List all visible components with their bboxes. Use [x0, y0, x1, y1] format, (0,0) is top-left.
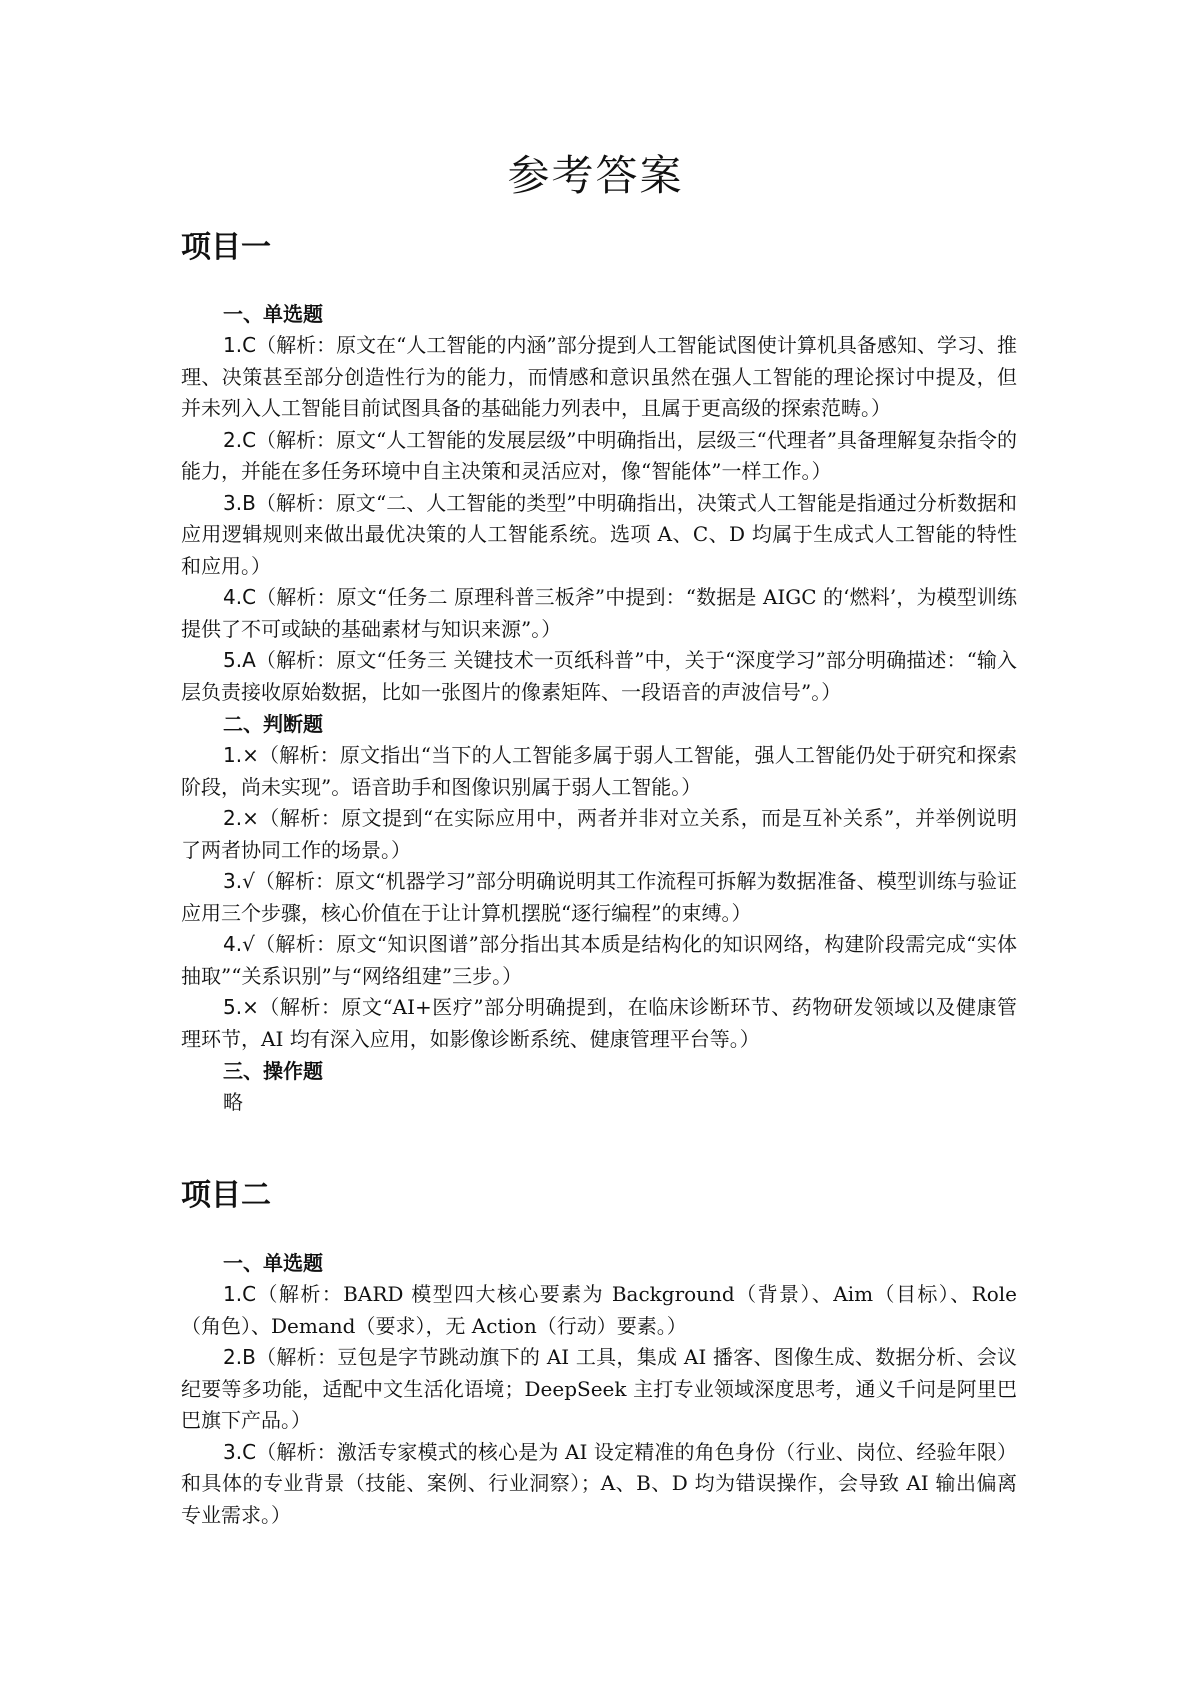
- answer-number: 4.C: [223, 585, 257, 609]
- answer-item: [181, 866, 1017, 929]
- answer-number: 2.×: [223, 806, 259, 830]
- answer-explanation: （解析：原文“知识图谱”部分指出其本质是结构化的知识网络，构建阶段需完成“实体抽取”“关系识别”与“网络组建”三步。）: [181, 932, 1017, 988]
- answer-number: 3.C: [223, 1439, 257, 1464]
- answer-explanation: （解析：原文“人工智能的发展层级”中明确指出，层级三“代理者”具备理解复杂指令的能力，并能在多任务环境中自主决策和灵活应对，像“智能体”一样工作。）: [181, 427, 1017, 483]
- answer-explanation: （解析：原文提到“在实际应用中，两者并非对立关系，而是互补关系”，并举例说明了两者协同工作的场景。）: [181, 806, 1017, 862]
- answer-item: [181, 1279, 1017, 1342]
- project1-single-choice-heading: 一、单选题: [223, 302, 323, 326]
- answer-item: [181, 803, 1017, 866]
- answer-item: [181, 645, 1017, 708]
- project2-single-choice-section: [181, 1247, 1017, 1531]
- answer-number: 1.×: [223, 743, 259, 767]
- project2-title: 项目二: [181, 1178, 271, 1213]
- answer-explanation: （解析：原文指出“当下的人工智能多属于弱人工智能，强人工智能仍处于研究和探索阶段，尚未实现”。语音助手和图像识别属于弱人工智能。）: [181, 743, 1017, 799]
- project1-operation-heading: 三、操作题: [223, 1059, 323, 1083]
- answer-explanation: （解析：原文“二、人工智能的类型”中明确指出，决策式人工智能是指通过分析数据和应用逻辑规则来做出最优决策的人工智能系统。选项 A、C、D 均属于生成式人工智能的特性和应用。）: [181, 490, 1017, 578]
- answer-item: [181, 929, 1017, 992]
- answer-explanation: （解析：BARD 模型四大核心要素为 Background（背景）、Aim（目标）、Role（角色）、Demand（要求），无 Action（行动）要素。）: [181, 1282, 1017, 1338]
- answer-number: 5.×: [223, 995, 259, 1019]
- operation-answer: 略: [223, 1090, 243, 1114]
- answer-number: 1.C: [223, 1282, 257, 1306]
- answer-number: 4.√: [223, 932, 255, 956]
- answer-explanation: （解析：原文“任务二 原理科普三板斧”中提到：“数据是 AIGC 的‘燃料’，为模型训练提供了不可或缺的基础素材与知识来源”。）: [181, 585, 1017, 641]
- answer-number: 3.√: [223, 869, 255, 893]
- answer-number: 1.C: [223, 333, 257, 357]
- answer-item: [181, 992, 1017, 1055]
- document-title: 参考答案: [507, 151, 684, 200]
- answer-number: 2.C: [223, 427, 257, 452]
- answer-explanation: （解析：原文在“人工智能的内涵”部分提到人工智能试图使计算机具备感知、学习、推理、决策甚至部分创造性行为的能力，而情感和意识虽然在强人工智能的理论探讨中提及，但并未列入人工智能目前试图具备的基础能力列表中，且属于更高级的探索范畴。）: [181, 333, 1017, 420]
- answer-item: [181, 1437, 1017, 1532]
- answer-number: 5.A: [223, 648, 256, 672]
- answer-item: [181, 1342, 1017, 1437]
- answer-explanation: （解析：激活专家模式的核心是为 AI 设定精准的角色身份（行业、岗位、经验年限）和具体的专业背景（技能、案例、行业洞察）；A、B、D 均为错误操作，会导致 AI 输出偏离专业需求。）: [181, 1439, 1017, 1527]
- answer-number: 2.B: [223, 1345, 256, 1369]
- answer-explanation: （解析：原文“任务三 关键技术一页纸科普”中，关于“深度学习”部分明确描述：“输入层负责接收原始数据，比如一张图片的像素矩阵、一段语音的声波信号”。）: [181, 648, 1017, 704]
- answer-item: [181, 425, 1017, 488]
- project1-title: 项目一: [181, 230, 271, 265]
- answer-item: [181, 330, 1017, 425]
- answer-number: 3.B: [223, 490, 256, 515]
- answer-explanation: （解析：原文“机器学习”部分明确说明其工作流程可拆解为数据准备、模型训练与验证应用三个步骤，核心价值在于让计算机摆脱“逐行编程”的束缚。）: [181, 869, 1017, 925]
- answer-explanation: （解析：豆包是字节跳动旗下的 AI 工具，集成 AI 播客、图像生成、数据分析、会议纪要等多功能，适配中文生活化语境；DeepSeek 主打专业领域深度思考，通义千问是阿里巴巴旗下产品。）: [181, 1345, 1017, 1432]
- answer-item: [181, 740, 1017, 803]
- project1-true-false-heading: 二、判断题: [223, 712, 323, 736]
- answer-item: [181, 582, 1017, 645]
- answer-item: [181, 488, 1017, 583]
- answer-explanation: （解析：原文“AI+医疗”部分明确提到，在临床诊断环节、药物研发领域以及健康管理环节，AI 均有深入应用，如影像诊断系统、健康管理平台等。）: [181, 995, 1017, 1051]
- project1-single-choice-section: [181, 298, 1017, 1119]
- project2-single-choice-heading: 一、单选题: [223, 1251, 323, 1275]
